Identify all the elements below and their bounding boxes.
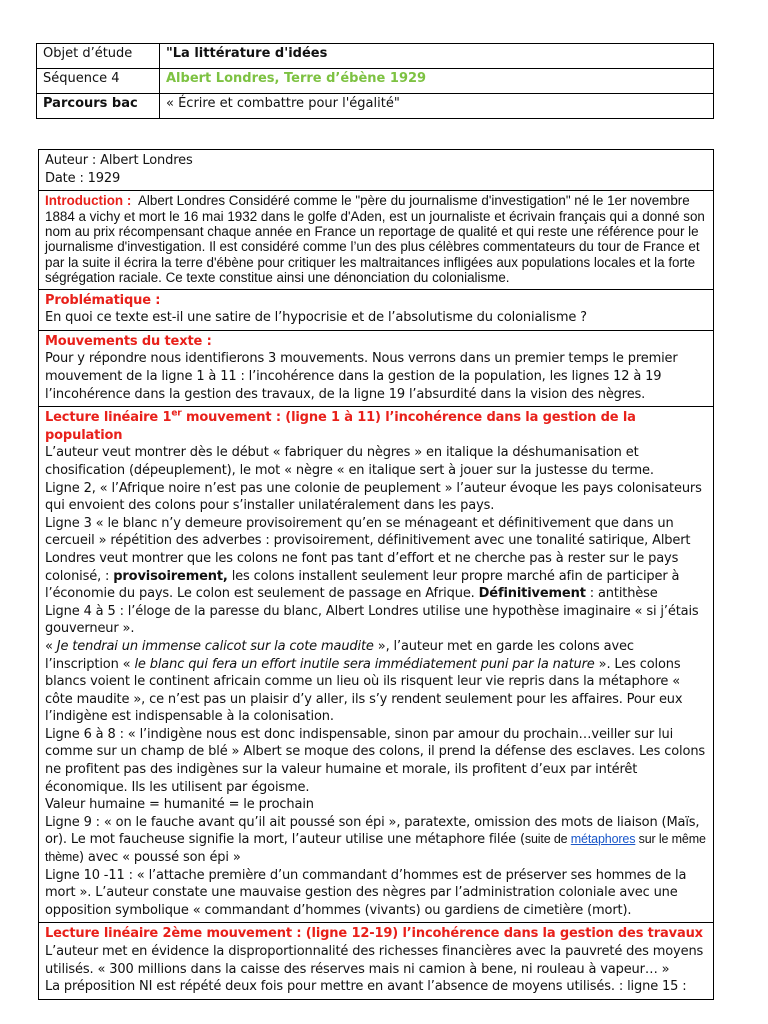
paragraph: Valeur humaine = humanité = le prochain bbox=[45, 797, 314, 813]
movements-row bbox=[39, 330, 714, 406]
header-row-parcours bbox=[37, 94, 714, 119]
header-label-sequence: Séquence 4 bbox=[37, 69, 160, 94]
metaphores-link[interactable]: métaphores bbox=[570, 832, 636, 847]
header-row-objet bbox=[37, 44, 714, 69]
paragraph: Ligne 9 : « on le fauche avant qu’il ait poussé son épi », paratexte, omission des mots de liaison (Maïs, or). Le mot faucheuse signifie la mort, l’auteur utilise une métaphore filée (suite de métaphores sur le même thème) avec « poussé son épi » bbox=[45, 814, 706, 866]
header-label-objet: Objet d’étude bbox=[37, 44, 160, 69]
movements-text: Pour y répondre nous identifierons 3 mouvements. Nous verrons dans un premier temps le premier mouvement de la ligne 1 à 11 : l’incohérence dans la gestion de la population, les lignes 12 à 19 l’incohérence dans la gestion des travaux, de la ligne 19 l’absurdité dans la vision des nègres. bbox=[45, 351, 678, 402]
header-value-parcours: « Écrire et combattre pour l'égalité" bbox=[160, 94, 714, 119]
problem-text: En quoi ce texte est-il une satire de l’hypocrisie et de l’absolutisme du colonialisme ? bbox=[45, 310, 587, 326]
header-table bbox=[36, 43, 714, 119]
paragraph: L’auteur veut montrer dès le début « fabriquer du nègres » en italique la déshumanisation et chosification (dépeuplement), le mot « nègre « en italique sert à jouer sur la justesse du terme. bbox=[45, 445, 654, 478]
author-line: Auteur : Albert Londres bbox=[45, 153, 193, 168]
movement1-row bbox=[39, 407, 714, 923]
header-value-objet: "La littérature d'idées bbox=[160, 44, 714, 69]
problem-label: Problématique : bbox=[45, 292, 161, 308]
movement2-row bbox=[39, 923, 714, 999]
intro-row bbox=[39, 191, 714, 289]
header-value-sequence: Albert Londres, Terre d’ébène 1929 bbox=[160, 69, 714, 94]
movement1-title: Lecture linéaire 1er mouvement : (ligne 1 à 11) l’incohérence dans la gestion de la population bbox=[45, 408, 636, 443]
intro-text: Albert Londres Considéré comme le "père du journalisme d'investigation" né le 1er novembre 1884 a vichy et mort le 16 mai 1932 dans le golfe d'Aden, est un journaliste et écrivain français qui a donné son nom au prix récompensant chaque année en France un reportage de qualité et qui reste une référence pour le journalisme d'investigation. Il est considéré comme l’un des plus célèbres commentateurs du tour de France et par la suite il écrira la terre d'ébène pour critiquer les maltraitances infligées aux populations locales et la forte ségrégation raciale. Ce texte constitue ainsi une dénonciation du colonialisme. bbox=[45, 193, 705, 286]
paragraph: Ligne 4 à 5 : l’éloge de la paresse du blanc, Albert Londres utilise une hypothèse imaginaire « si j’étais gouverneur ». bbox=[45, 603, 699, 637]
analysis-table bbox=[38, 149, 714, 1000]
intro-label: Introduction : bbox=[45, 193, 132, 209]
paragraph: Ligne 6 à 8 : « l’indigène nous est donc indispensable, sinon par amour du prochain…veiller sur lui comme sur un champ de blé » Albert se moque des colons, il prend la défense des esclaves. Les colons ne profitent pas des indigènes sur la valeur humaine et morale, ils profitent d’eux par intérêt économique. Ils les utilisent par égoisme. bbox=[45, 726, 706, 795]
paragraph: « Je tendrai un immense calicot sur la cote maudite », l’auteur met en garde les colons avec l’inscription « le blanc qui fera un effort inutile sera immédiatement puni par la nature ». Les colons blancs voient le continent africain comme un lieu où ils risquent leur vie repris dans la métaphore « côte maudite », ce n’est pas un plaisir d’y aller, ils s’y rendent seulement pour les affaires. Pour eux l’indigène est indispensable à la colonisation. bbox=[45, 638, 683, 725]
header-row-sequence bbox=[37, 69, 714, 94]
paragraph: Ligne 3 « le blanc n’y demeure provisoirement qu’en se ménageant et définitivement que dans un cercueil » répétition des adverbes : provisoirement, définitivement avec une tonalité satirique, Albert Londres veut montrer que les colons ne font pas tant d’effort et ne cherche pas à rester sur le pays colonisé, : provisoirement, les colons installent seulement leur propre marché afin de participer à l’économie du pays. Le colon est seulement de passage en Afrique. Définitivement : antithèse bbox=[45, 515, 691, 602]
date-line: Date : 1929 bbox=[45, 170, 121, 186]
header-label-parcours: Parcours bac bbox=[37, 94, 160, 119]
author-row bbox=[39, 150, 714, 191]
paragraph: Ligne 2, « l’Afrique noire n’est pas une colonie de peuplement » l’auteur évoque les pays colonisateurs qui envoient des colons pour s’installer unilatéralement dans les pays. bbox=[45, 480, 702, 514]
problem-row bbox=[39, 289, 714, 330]
paragraph: Ligne 10 -11 : « l’attache première d’un commandant d’hommes est de préserver ses hommes de la mort ». L’auteur constate une mauvaise gestion des nègres par l’administration coloniale avec une opposition symbolique « commandant d’hommes (vivants) ou gardiens de cimetière (mort). bbox=[45, 867, 687, 918]
paragraph: La préposition NI est répété deux fois pour mettre en avant l’absence de moyens utilisés. : ligne 15 : bbox=[45, 979, 687, 995]
movements-label: Mouvements du texte : bbox=[45, 333, 212, 349]
paragraph: L’auteur met en évidence la disproportionnalité des richesses financières avec la pauvreté des moyens utilisés. « 300 millions dans la caisse des réserves mais ni camion à bene, ni rouleau à vapeur… » bbox=[45, 944, 704, 977]
movement2-title: Lecture linéaire 2ème mouvement : (ligne 12-19) l’incohérence dans la gestion des travaux bbox=[45, 926, 703, 942]
